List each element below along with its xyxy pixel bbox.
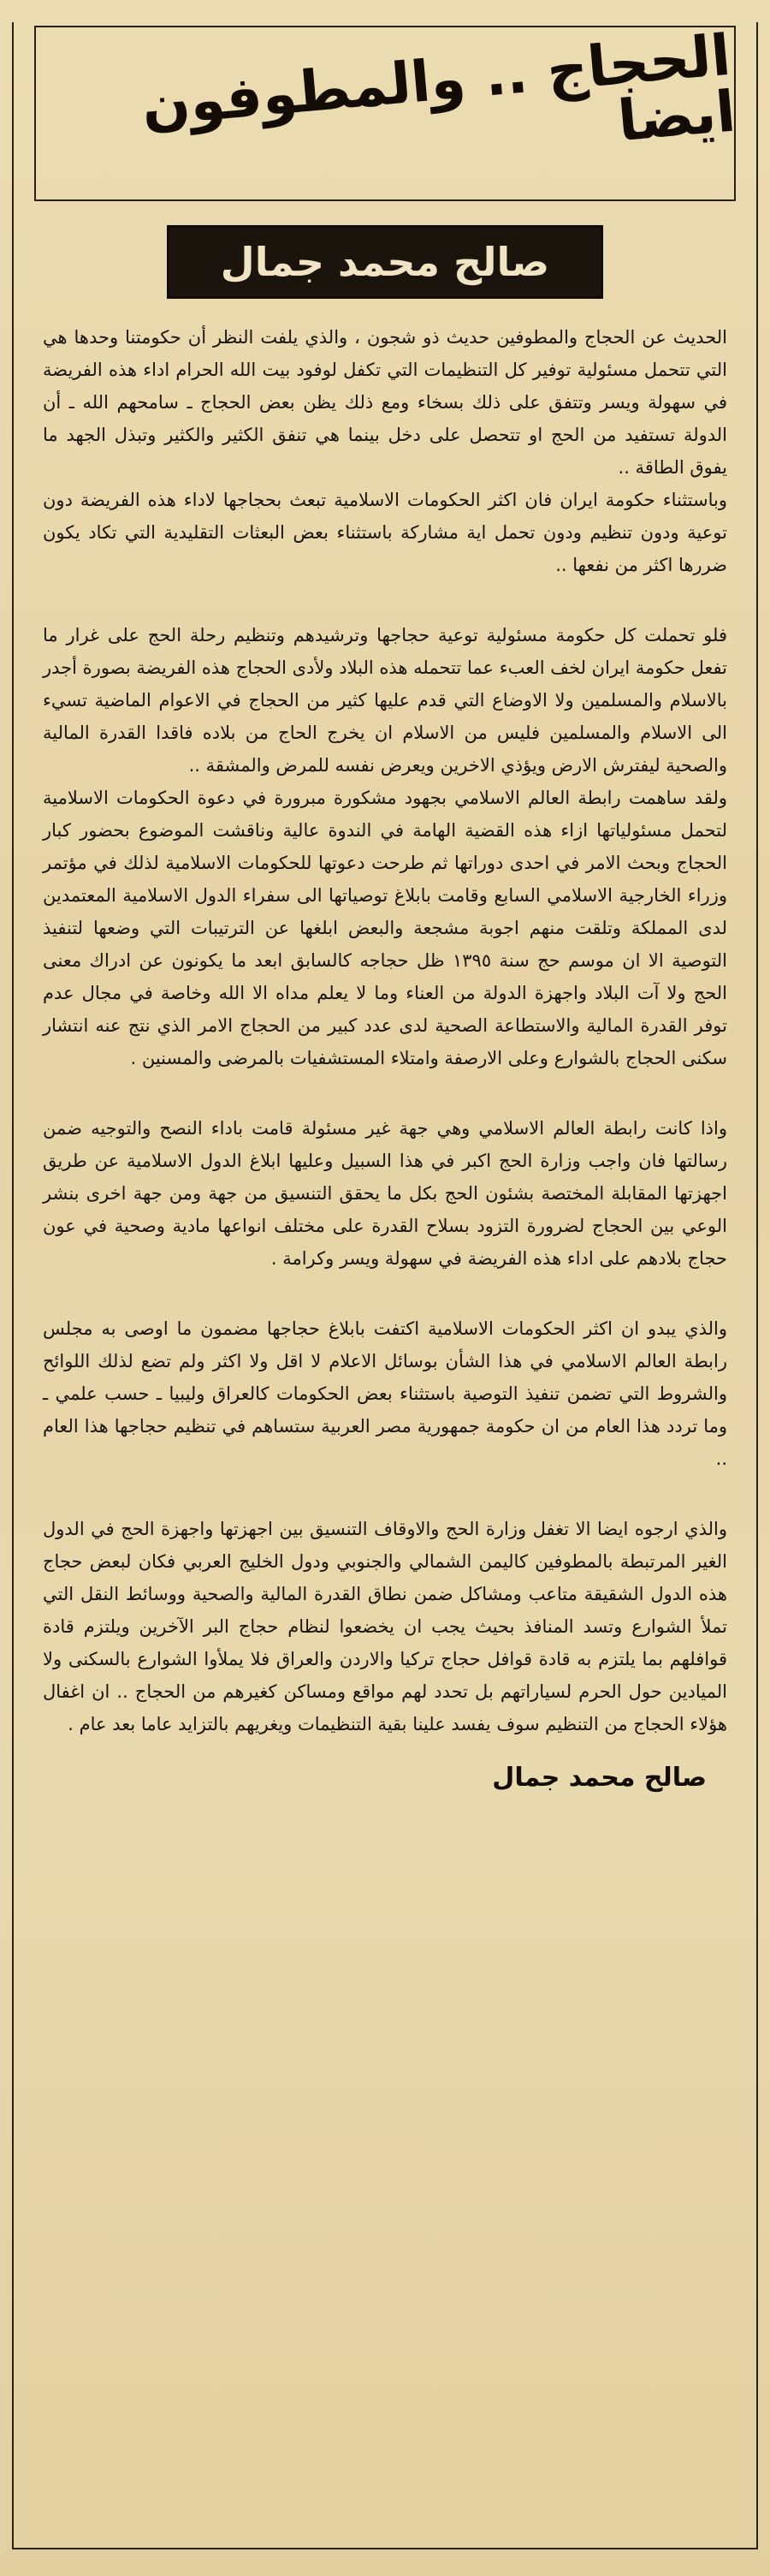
paragraph-5: واذا كانت رابطة العالم الاسلامي وهي جهة غير مسئولة قامت باداء النصح والتوجيه ضمن رسالتها فان واجب وزارة الحج اكبر في هذا السبيل وعليها ابلاغ الدول الاسلامية عن طريق اجهزتها المقابلة المختصة بشئون الحج بكل ما يحقق التنسيق من جهة ومن جهة اخرى بنشر الوعي بين الحجاج لضرورة التزود بسلاح القدرة على مختلف انواعها مادية وصحية في عون حجاج بلادهم على اداء هذه الفريضة في سهولة ويسر وكرامة .	[43, 1118, 727, 1269]
paragraph-6: والذي يبدو ان اكثر الحكومات الاسلامية اكتفت بابلاغ حجاجها مضمون ما اوصى به مجلس رابطة العالم الاسلامي في هذا الشأن بوسائل الاعلام لا اقل ولا اكثر ولم تضع لذلك اللوائح والشروط التي تضمن تنفيذ التوصية باستثناء بعض الحكومات كالعراق وليبيا ـ حسب علمي ـ وما تردد هذا العام من ان حكومة جمهورية مصر العربية ستساهم في تنظيم حجاجها هذا العام ..	[43, 1318, 727, 1469]
bottom-border-rule	[12, 2548, 758, 2549]
signature-row	[43, 1763, 727, 1793]
author-signature: صالح محمد جمال	[492, 1763, 707, 1793]
paragraph-3: فلو تحملت كل حكومة مسئولية توعية حجاجها وترشيدهم وتنظيم رحلة الحج على غرار ما تفعل حكومة ايران لخف العبء عما تتحمله هذه البلاد ولأدى الحجاج هذه الفريضة بصورة أجدر بالاسلام والمسلمين ولا الاوضاع التي قدم عليها كثير من الحجاج في الاعوام الماضية تسيء الى الاسلام والمسلمين فليس من الاسلام ان يخرج الحاج من بلاده فاقدا القدرة المالية والصحية ليفترش الارض ويؤذي الاخرين ويعرض نفسه للمرض والمشقة ..	[43, 625, 727, 776]
paragraph-7: والذي ارجوه ايضا الا تغفل وزارة الحج والاوقاف التنسيق بين اجهزتها واجهزة الحج في الدول الغير المرتبطة بالمطوفين كاليمن الشمالي والجنوبي ودول الخليج العربي فكان لبعض حجاج هذه الدول الشقيقة متاعب ومشاكل ضمن نطاق القدرة المالية والصحية ووسائط النقل التي تملأ الشوارع وتسد المنافذ بحيث يجب ان يخضعوا لنظام حجاج البر الآخرين ويلتزم قادة قوافلهم بما يلتزم به قادة قوافل حجاج تركيا والاردن والعراق فلا يملأوا الشوارع بالسكنى ولا الميادين حول الحرم لسياراتهم بل تحدد لهم مواقع ومساكن كغيرهم من الحجاج .. ان اغفال هؤلاء الحجاج من التنظيم سوف يفسد علينا بقية التنظيمات ويغريهم بالتزايد عاما بعد عام .	[43, 1519, 727, 1734]
headline-box	[34, 21, 738, 201]
paragraph-2: وباستثناء حكومة ايران فان اكثر الحكومات الاسلامية تبعث بحجاجها لاداء هذه الفريضة دون توعية ودون تنظيم ودون تحمل اية مشاركة باستثناء بعض البعثات التقليدية التي تكاد يكون ضررها اكثر من نفعها ..	[43, 490, 727, 575]
paragraph-1: الحديث عن الحجاج والمطوفين حديث ذو شجون ، والذي يلفت النظر أن حكومتنا وحدها هي التي تتحمل مسئولية توفير كل التنظيمات التي تكفل لوفود بيت الله الحرام اداء هذه الفريضة في سهولة ويسر وتتفق على ذلك بسخاء ومع ذلك يظن بعض الحجاج ـ سامحهم الله ـ أن الدولة تستفيد من الحج او تتحصل على دخل بينما هي تنفق الكثير والكثير وتبذل الجهد ما يفوق الطاقة ..	[43, 327, 727, 478]
byline-box	[167, 225, 603, 299]
headline: الحجاج .. والمطوفون ايضا	[139, 21, 738, 154]
article-body	[43, 321, 727, 1740]
left-border-rule	[12, 22, 14, 2548]
byline-row	[19, 225, 751, 299]
right-border-rule	[756, 22, 758, 2548]
author-byline: صالح محمد جمال	[220, 239, 550, 285]
paragraph-4: ولقد ساهمت رابطة العالم الاسلامي بجهود مشكورة مبرورة في دعوة الحكومات الاسلامية لتحمل مسئولياتها ازاء هذه القضية الهامة في الندوة عالية وناقشت الموضوع بحضور كبار الحجاج وبحث الامر في احدى دوراتها ثم طرحت دعوتها للحكومات الاسلامية لذلك في مؤتمر وزراء الخارجية الاسلامي السابع وقامت بابلاغ توصياتها الى سفراء الدول الاسلامية المعتمدين لدى المملكة وتلقت منهم اجوبة مشجعة والبعض ابلغها عن الترتيبات التي وضعها لتنفيذ التوصية الا ان موسم حج سنة ١٣٩٥ ظل حجاجه كالسابق ابعد ما يكونون عن ادراك معنى الحج ولا آت البلاد واجهزة الدولة من العناء وما لا يعلم مداه الا الله وخاصة في مجال عدم توفر القدرة المالية والاستطاعة الصحية لدى عدد كبير من الحجاج الامر الذي نتج عنه انتشار سكنى الحجاج بالشوارع وعلى الارصفة وامتلاء المستشفيات بالمرضى والمسنين .	[43, 788, 727, 1068]
